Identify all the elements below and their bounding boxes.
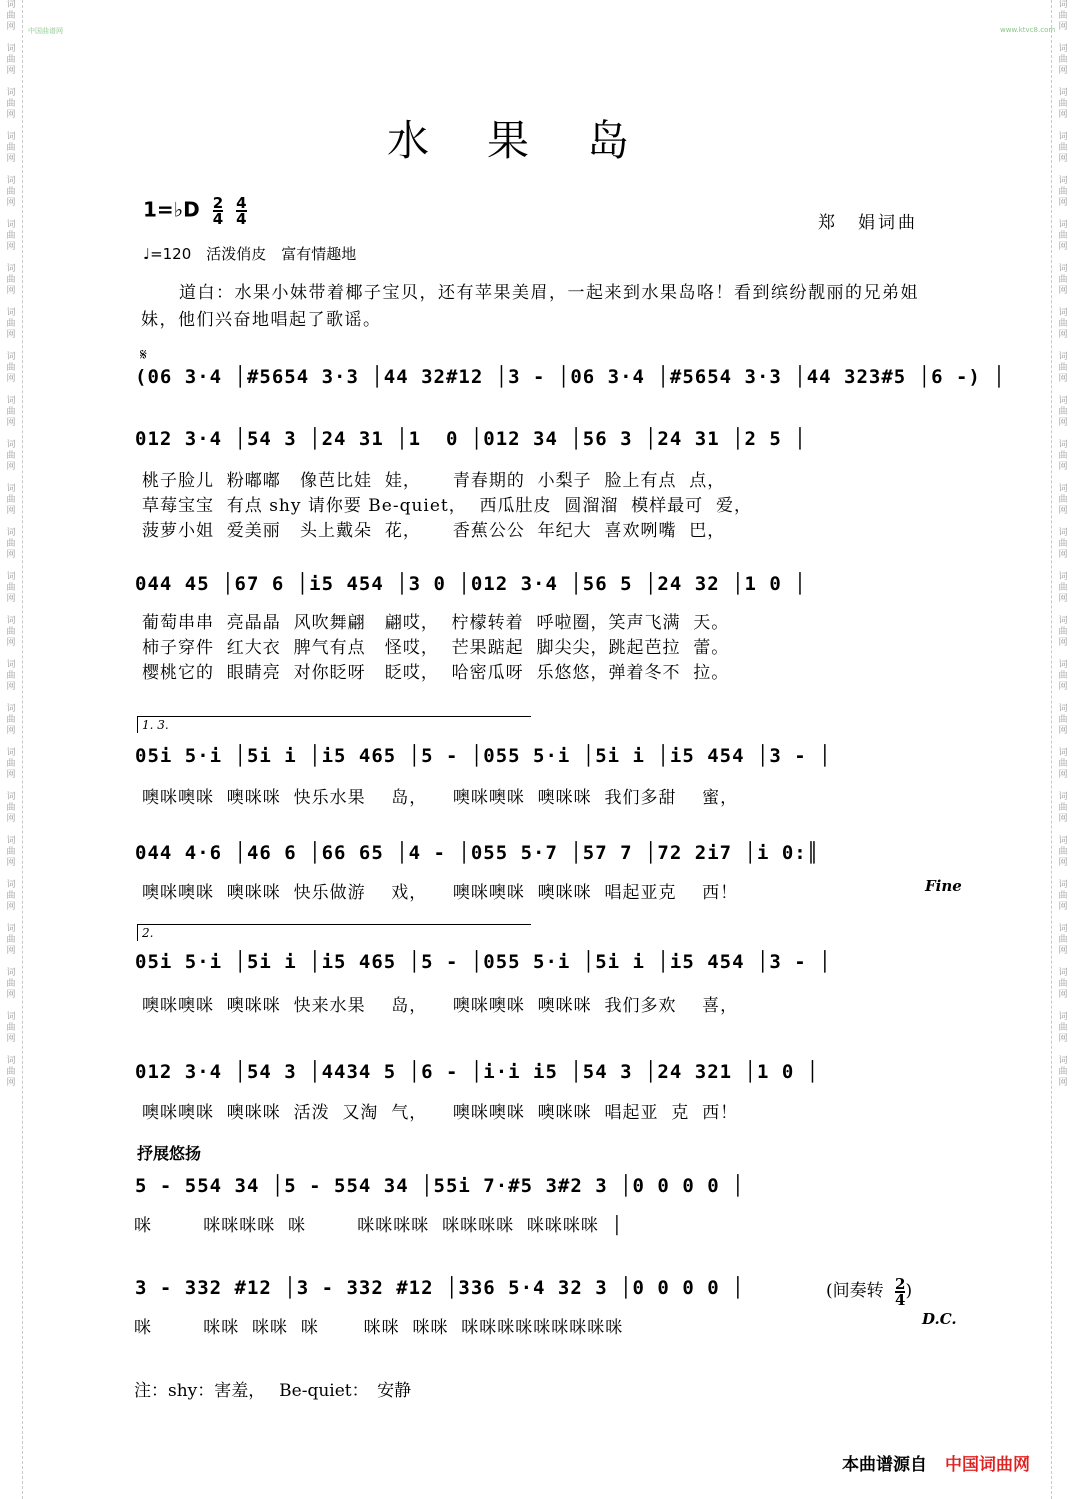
first-ending-bracket: 1. 3. xyxy=(137,716,531,733)
source-site-link[interactable]: 中国词曲网 xyxy=(945,1455,1030,1475)
lyric-line-3-verse-3: 樱桃它的 眼睛亮 对你眨呀 眨哎， 哈密瓜呀 乐悠悠，弹着冬不 拉。 xyxy=(142,663,730,683)
meter-4-4: $\frac{4}{4}$ xyxy=(236,194,247,228)
expression-marking: 抒展悠扬 xyxy=(137,1144,202,1163)
lyric-line-8: 咪 咪咪咪咪 咪 咪咪咪咪 咪咪咪咪 咪咪咪咪 │ xyxy=(134,1216,623,1236)
spoken-intro: 道白：水果小妹带着椰子宝贝，还有苹果美眉，一起来到水果岛咯！看到缤纷靓丽的兄弟姐妹，他们兴奋地唱起了歌谣。 xyxy=(141,283,919,330)
lyric-line-2-verse-3: 菠萝小姐 爱美丽 头上戴朵 花， 香蕉公公 年纪大 喜欢咧嘴 巴， xyxy=(142,521,726,541)
interlude-meter: $\frac{2}{4}$ xyxy=(895,1274,906,1309)
lyric-line-4: 噢咪噢咪 噢咪咪 快乐水果 岛， 噢咪噢咪 噢咪咪 我们多甜 蜜， xyxy=(142,788,739,808)
score-line-3: 044 45 │67 6 │i5 454 │3 0 │012 3·4 │56 5 │24 32 │1 0 │ xyxy=(135,573,807,595)
lyric-line-3-verse-2: 柿子穿件 红大衣 脾气有点 怪哎， 芒果踮起 脚尖尖，跳起芭拉 蕾。 xyxy=(142,638,730,658)
interlude-marking: (间奏转 $\frac{2}{4}$ ) xyxy=(826,1274,913,1309)
lyric-line-2-verse-1: 桃子脸儿 粉嘟嘟 像芭比娃 娃， 青春期的 小梨子 脸上有点 点， xyxy=(142,471,726,491)
score-line-5: 044 4·6 │46 6 │66 65 │4 - │055 5·7 │57 7 │72 2i7 │i 0:║ xyxy=(135,842,820,864)
tempo-marking: ♩=120 活泼俏皮 富有情趣地 xyxy=(143,245,357,263)
score-line-7: 012 3·4 │54 3 │4434 5 │6 - │i·i i5 │54 3 │24 321 │1 0 │ xyxy=(135,1061,820,1083)
key-signature xyxy=(143,196,247,226)
lyric-line-2-verse-2: 草莓宝宝 有点 shy 请你要 Be-quiet， 西瓜肚皮 圆溜溜 模样最可 爱， xyxy=(142,496,752,516)
score-line-6: 05i 5·i │5i i │i5 465 │5 - │055 5·i │5i i │i5 454 │3 - │ xyxy=(135,951,832,973)
lyric-line-9: 咪 咪咪 咪咪 咪 咪咪 咪咪 咪咪咪咪咪咪咪咪咪 xyxy=(134,1318,624,1338)
right-margin-watermark: 词 曲 网 词 曲 网 词 曲 网 词 曲 网 词 曲 网 词 曲 网 词 曲 网 词 曲 网 词 曲 网 词 曲 网 词 曲 网 词 曲 网 词 曲 网 词 曲 网 词 曲 网 词 曲 网 词 曲 网 词 曲 网 词 曲 网 词 曲 网 词 曲 网 词 曲 网 词 曲 网 词 曲 网 词 曲 网 xyxy=(1058,0,1068,1088)
key-label: 1=♭D xyxy=(143,197,200,222)
segno-sign: 𝄋 xyxy=(140,345,147,364)
top-right-watermark: www.ktvc8.com xyxy=(1000,26,1056,34)
lyric-line-3-verse-1: 葡萄串串 亮晶晶 风吹舞翩 翩哎， 柠檬转着 呼啦圈，笑声飞满 天。 xyxy=(142,613,730,633)
score-line-9: 3 - 332 #12 │3 - 332 #12 │336 5·4 32 3 │0 0 0 0 │ xyxy=(135,1277,745,1299)
source-label: 本曲谱源自 xyxy=(842,1455,927,1475)
dc-marking: D.C. xyxy=(922,1310,957,1328)
lyric-line-6: 噢咪噢咪 噢咪咪 快来水果 岛， 噢咪噢咪 噢咪咪 我们多欢 喜， xyxy=(142,996,739,1016)
meter-2-4: $\frac{2}{4}$ xyxy=(212,194,224,228)
top-left-watermark: 中国曲谱网 xyxy=(28,27,63,35)
fine-marking: Fine xyxy=(925,877,962,895)
score-line-4: 05i 5·i │5i i │i5 465 │5 - │055 5·i │5i i │i5 454 │3 - │ xyxy=(135,745,832,767)
left-margin-watermark: 词 曲 网 词 曲 网 词 曲 网 词 曲 网 词 曲 网 词 曲 网 词 曲 网 词 曲 网 词 曲 网 词 曲 网 词 曲 网 词 曲 网 词 曲 网 词 曲 网 词 曲 网 词 曲 网 词 曲 网 词 曲 网 词 曲 网 词 曲 网 词 曲 网 词 曲 网 词 曲 网 词 曲 网 词 曲 网 xyxy=(6,0,16,1088)
lyric-line-7: 噢咪噢咪 噢咪咪 活泼 又淘 气， 噢咪噢咪 噢咪咪 唱起亚 克 西！ xyxy=(142,1103,739,1123)
second-ending-bracket: 2. xyxy=(137,924,531,941)
author-credit: 郑 娟词曲 xyxy=(818,213,918,233)
score-line-8: 5 - 554 34 │5 - 554 34 │55i 7·#5 3#2 3 │0 0 0 0 │ xyxy=(135,1175,745,1197)
score-line-1: (06 3·4 │#5654 3·3 │44 32#12 │3 - │06 3·4 │#5654 3·3 │44 323#5 │6 -) │ xyxy=(135,366,1006,388)
right-margin-divider xyxy=(1051,0,1052,1499)
score-line-2: 012 3·4 │54 3 │24 31 │1 0 │012 34 │56 3 │24 31 │2 5 │ xyxy=(135,428,807,450)
source-credit xyxy=(842,1450,1030,1475)
lyric-line-5: 噢咪噢咪 噢咪咪 快乐做游 戏， 噢咪噢咪 噢咪咪 唱起亚克 西！ xyxy=(142,883,739,903)
footnote: 注：shy：害羞， Be-quiet： 安静 xyxy=(134,1381,412,1401)
left-margin-divider xyxy=(22,0,23,1499)
song-title: 水果岛 xyxy=(386,116,687,165)
